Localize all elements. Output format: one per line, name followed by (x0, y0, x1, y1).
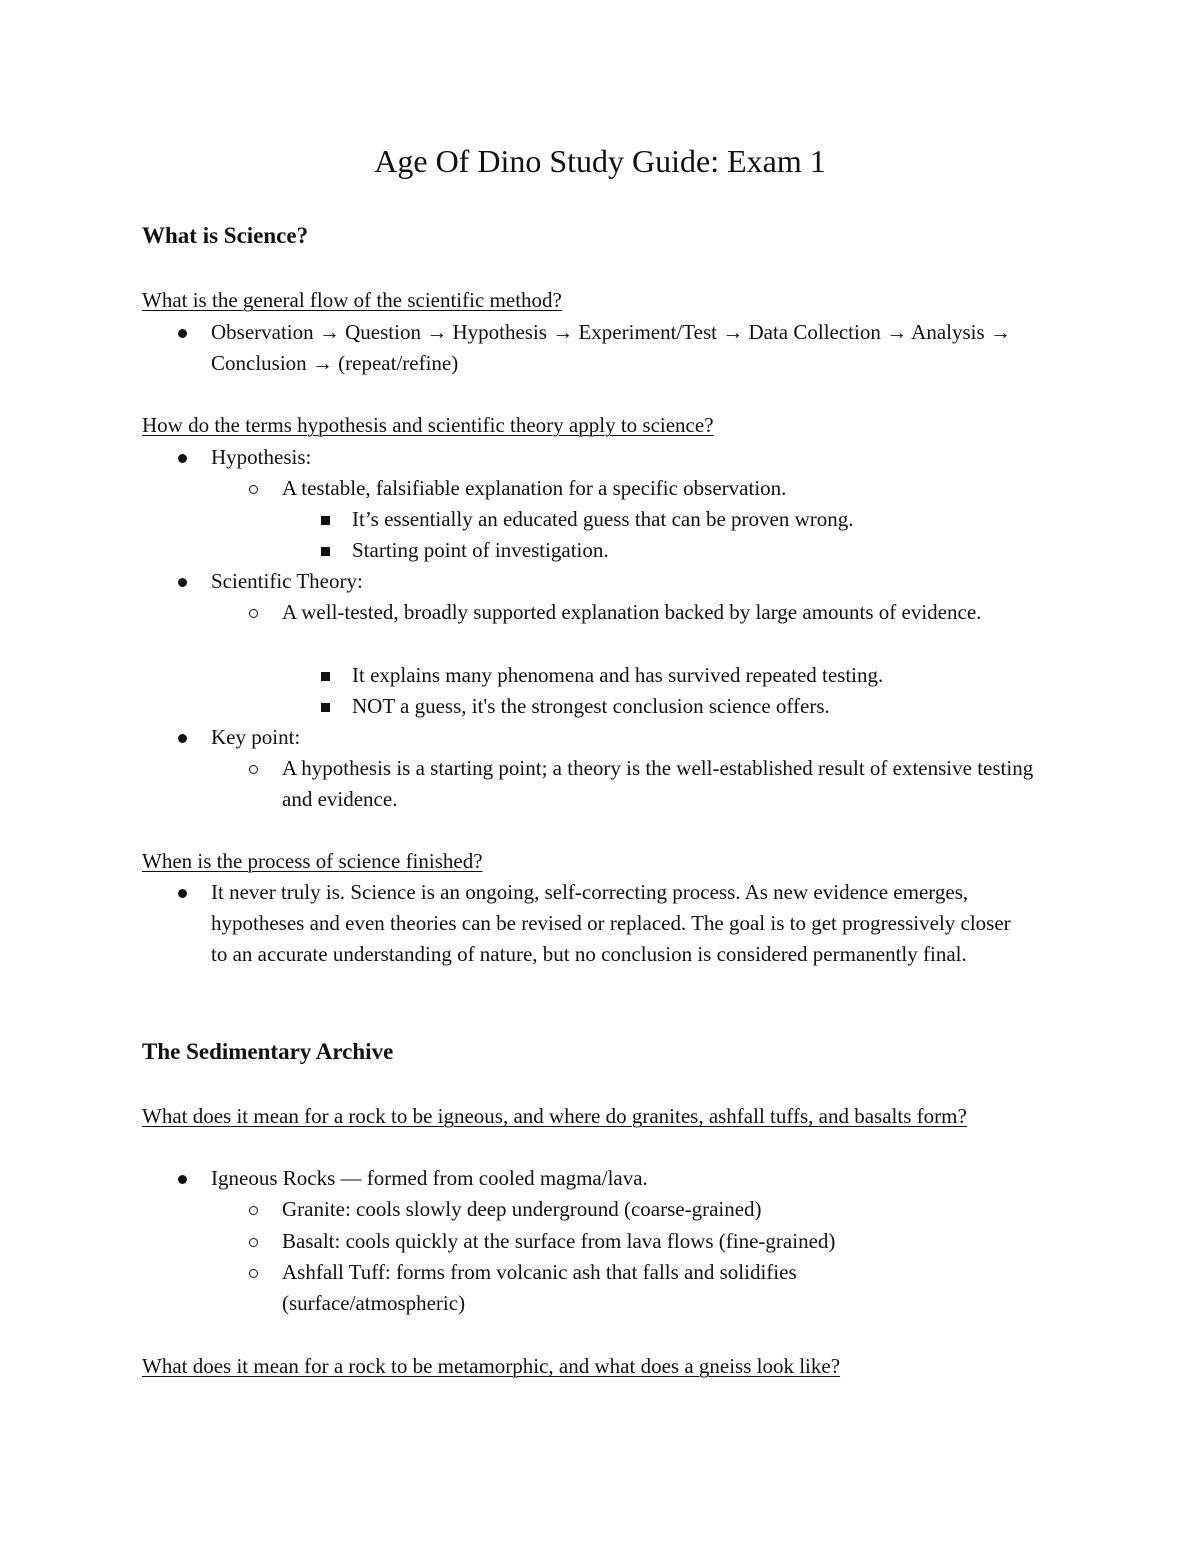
list-item-text: Basalt: cools quickly at the surface from lava flows (fine-grained) (282, 1229, 836, 1253)
bullet-dot-icon (172, 1163, 192, 1194)
list-item-text: Ashfall Tuff: forms from volcanic ash that falls and solidifies (surface/atmospheric) (282, 1260, 797, 1316)
list-item-text: Starting point of investigation. (352, 538, 609, 562)
question-scientific-method-flow: What is the general flow of the scientific method? (142, 288, 562, 312)
list-item-text: Granite: cools slowly deep underground (coarse-grained) (282, 1197, 762, 1221)
list-item (211, 566, 1031, 597)
bullet-dot-icon (172, 722, 192, 753)
list-item-text: It never truly is. Science is an ongoing, self-correcting process. As new evidence emerges, hypotheses and even theories can be revised or replaced. The goal is to get progressively closer to an accurate understanding of nature, but no conclusion is considered permanently final. (211, 880, 1011, 967)
question-igneous-rocks: What does it mean for a rock to be igneous, and where do granites, ashfall tuffs, and basalts form? (142, 1104, 967, 1128)
list-item (282, 597, 982, 628)
list-item-text: Hypothesis: (211, 445, 312, 469)
bullet-circle-icon (243, 1226, 263, 1257)
list-item-text: It explains many phenomena and has survived repeated testing. (352, 663, 884, 687)
list-item (282, 1226, 1072, 1257)
list-item-text: It’s essentially an educated guess that can be proven wrong. (352, 507, 854, 531)
list-item (282, 473, 1072, 504)
list-item-text: A well-tested, broadly supported explanation backed by large amounts of evidence. (282, 600, 982, 624)
list-item (352, 535, 1052, 566)
bullet-dot-icon (172, 442, 192, 473)
bullet-circle-icon (243, 753, 263, 784)
document-title: Age Of Dino Study Guide: Exam 1 (374, 143, 826, 179)
list-item-text: Igneous Rocks — formed from cooled magma/lava. (211, 1166, 648, 1190)
list-item-text: Scientific Theory: (211, 569, 363, 593)
list-item-text: Key point: (211, 725, 301, 749)
list-item (282, 753, 1062, 815)
list-item (211, 442, 1031, 473)
bullet-circle-icon (243, 1194, 263, 1225)
question-science-finished: When is the process of science finished? (142, 849, 483, 873)
list-item (282, 1257, 872, 1319)
question-metamorphic-rocks: What does it mean for a rock to be metamorphic, and what does a gneiss look like? (142, 1354, 841, 1378)
bullet-square-icon (315, 535, 335, 566)
list-item (282, 1194, 1072, 1225)
bullet-dot-icon (172, 877, 192, 908)
list-item (211, 317, 1031, 379)
section-heading-what-is-science: What is Science? (142, 223, 309, 248)
question-hypothesis-theory: How do the terms hypothesis and scientific theory apply to science? (142, 413, 714, 437)
list-item (211, 1163, 1031, 1194)
bullet-square-icon (315, 691, 335, 722)
bullet-square-icon (315, 504, 335, 535)
list-item-text: A testable, falsifiable explanation for a specific observation. (282, 476, 787, 500)
list-item (352, 691, 1052, 722)
list-item-text: NOT a guess, it's the strongest conclusion science offers. (352, 694, 830, 718)
bullet-circle-icon (243, 1257, 263, 1288)
section-heading-sedimentary-archive: The Sedimentary Archive (142, 1039, 394, 1064)
bullet-circle-icon (243, 597, 263, 628)
list-item (352, 660, 1052, 691)
bullet-dot-icon (172, 566, 192, 597)
bullet-circle-icon (243, 473, 263, 504)
list-item-text: A hypothesis is a starting point; a theory is the well-established result of extensive testing and evidence. (282, 756, 1034, 812)
list-item (352, 504, 1052, 535)
bullet-square-icon (315, 660, 335, 691)
list-item-text: Observation → Question → Hypothesis → Experiment/Test → Data Collection → Analysis → Conclusion → (repeat/refine) (211, 320, 1011, 376)
list-item (211, 877, 1016, 971)
bullet-dot-icon (172, 317, 192, 348)
list-item (211, 722, 1031, 753)
